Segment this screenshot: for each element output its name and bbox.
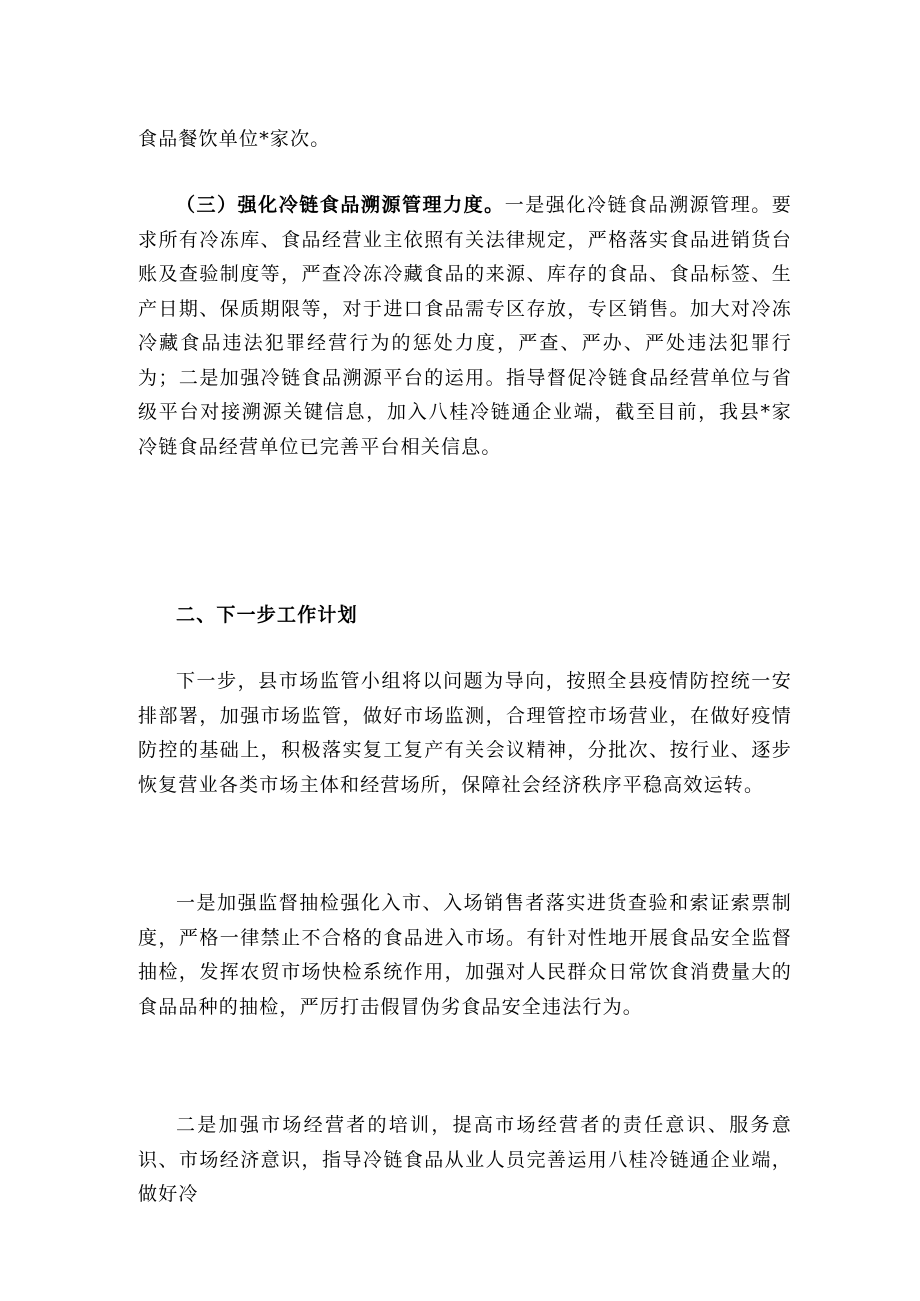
paragraph-continuation bbox=[138, 122, 792, 157]
paragraph-cold-chain-traceability bbox=[138, 188, 792, 464]
paragraph-text: 一是强化冷链食品溯源管理。要求所有冷冻库、食品经营业主依照有关法律规定，严格落实食品进销货台账及查验制度等，严查冷冻冷藏食品的来源、库存的食品、食品标签、生产日期、保质期限等，对于进口食品需专区存放，专区销售。加大对冷冻冷藏食品违法犯罪经营行为的惩处力度，严查、严办、严处违法犯罪行为；二是加强冷链食品溯源平台的运用。指导督促冷链食品经营单位与省级平台对接溯源关键信息，加入八桂冷链通企业端，截至目前，我县*家冷链食品经营单位已完善平台相关信息。 bbox=[138, 194, 792, 458]
paragraph-text: 二是加强市场经营者的培训，提高市场经营者的责任意识、服务意识、市场经济意识，指导冷链食品从业人员完善运用八桂冷链通企业端，做好冷 bbox=[138, 1114, 792, 1205]
section-lead-heading: （三）强化冷链食品溯源管理力度。 bbox=[176, 194, 505, 216]
section-heading-next-steps: 二、下一步工作计划 bbox=[176, 604, 358, 626]
paragraph-text: 下一步，县市场监管小组将以问题为导向，按照全县疫情防控统一安排部署，加强市场监管，做好市场监测，合理管控市场营业，在做好疫情防控的基础上，积极落实复工复产有关会议精神，分批次、按行业、逐步恢复营业各类市场主体和经营场所，保障社会经济秩序平稳高效运转。 bbox=[138, 670, 792, 796]
paragraph-text: 一是加强监督抽检强化入市、入场销售者落实进货查验和索证索票制度，严格一律禁止不合格的食品进入市场。有针对性地开展食品安全监督抽检，发挥农贸市场快检系统作用，加强对人民群众日常饮食消费量大的食品品种的抽检，严厉打击假冒伪劣食品安全违法行为。 bbox=[138, 892, 792, 1018]
paragraph-training bbox=[138, 1108, 792, 1212]
paragraph-inspection bbox=[138, 886, 792, 1024]
paragraph-text: 食品餐饮单位*家次。 bbox=[138, 128, 331, 150]
paragraph-next-steps-intro bbox=[138, 664, 792, 802]
